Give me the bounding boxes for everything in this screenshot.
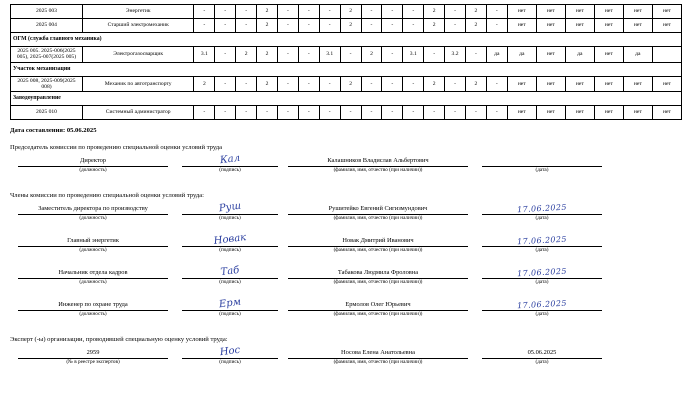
member-row-2	[0, 232, 692, 263]
cell: -	[340, 106, 361, 120]
member-signature-field[interactable]	[182, 200, 278, 215]
signature-caption: (подпись)	[219, 310, 241, 317]
member-date-field[interactable]	[482, 202, 602, 215]
cell: да	[565, 47, 594, 63]
cell: 2	[340, 76, 361, 92]
expert-name: Носова Елена Анатольевна	[288, 349, 468, 359]
cell: нет	[536, 106, 565, 120]
cell-profession: Энергетик	[82, 5, 193, 19]
cell: -	[340, 47, 361, 63]
member-row-3	[0, 264, 692, 295]
cell: нет	[594, 106, 623, 120]
cell: 2	[424, 5, 445, 19]
cell: -	[277, 5, 298, 19]
member-signature-block	[182, 296, 278, 317]
cell-code: 2025 008, 2025-009(2025 008)	[11, 76, 83, 92]
cell: -	[319, 5, 340, 19]
member-name-block	[288, 205, 468, 221]
cell: нет	[565, 76, 594, 92]
cell: -	[298, 76, 319, 92]
signature-caption: (подпись)	[219, 166, 241, 173]
cell: 3.1	[403, 47, 424, 63]
cell: 3.1	[194, 47, 215, 63]
cell: -	[424, 47, 445, 63]
expert-signature-block	[182, 344, 278, 365]
table-row	[11, 19, 682, 33]
member-signature-block	[182, 264, 278, 285]
cell: -	[194, 19, 215, 33]
cell: 2	[465, 19, 486, 33]
cell: -	[257, 106, 278, 120]
cell: -	[403, 5, 424, 19]
cell: -	[298, 19, 319, 33]
cell: -	[361, 76, 382, 92]
cell: да	[623, 47, 652, 63]
cell: нет	[652, 76, 681, 92]
name-caption: (фамилия, имя, отчество (при наличии))	[333, 166, 423, 173]
member-date-block	[482, 234, 602, 253]
chairman-position-block	[18, 157, 168, 173]
member-position-block	[18, 205, 168, 221]
cell: да	[507, 47, 536, 63]
cell-profession: Старший электромеханик	[82, 19, 193, 33]
table-section-row	[11, 92, 682, 106]
registry-caption: (№ в реестре экспертов)	[66, 358, 120, 365]
signature-caption: (подпись)	[219, 358, 241, 365]
cell: нет	[594, 47, 623, 63]
expert-intro: Эксперт (-ы) организации, проводившей специальную оценку условий труда:	[10, 336, 228, 343]
cell: -	[361, 5, 382, 19]
cell: -	[486, 106, 507, 120]
chairman-name: Калашников Владислав Альбертович	[288, 157, 468, 167]
name-caption: (фамилия, имя, отчество (при наличии))	[333, 246, 423, 253]
cell: -	[215, 106, 236, 120]
cell: -	[382, 5, 403, 19]
member-date-field[interactable]	[482, 234, 602, 247]
cell: нет	[507, 106, 536, 120]
name-caption: (фамилия, имя, отчество (при наличии))	[333, 214, 423, 221]
member-position: Заместитель директора по производству	[18, 205, 168, 215]
cell: -	[486, 76, 507, 92]
position-caption: (должность)	[79, 166, 107, 173]
member-signature-mark: Руш	[218, 200, 242, 215]
cell: 2	[257, 5, 278, 19]
member-signature-block	[182, 232, 278, 253]
cell: -	[277, 76, 298, 92]
signature-caption: (подпись)	[219, 278, 241, 285]
member-name: Новак Дмитрий Иванович	[288, 237, 468, 247]
cell-code: 2025 003	[11, 5, 83, 19]
cell: нет	[565, 5, 594, 19]
cell: -	[298, 106, 319, 120]
expert-signature-row	[0, 344, 692, 375]
member-signature-block	[182, 200, 278, 221]
cell: -	[236, 5, 257, 19]
member-date-mark: 17.06.2025	[516, 234, 568, 247]
date-caption: (дата)	[535, 214, 549, 221]
expert-signature-field[interactable]	[182, 344, 278, 359]
cell: нет	[565, 106, 594, 120]
table-section-row	[11, 62, 682, 76]
expert-registry-number: 2959	[18, 349, 168, 359]
member-position-block	[18, 269, 168, 285]
cell: -	[465, 47, 486, 63]
cell: -	[277, 47, 298, 63]
expert-name-block	[288, 349, 468, 365]
cell: -	[215, 5, 236, 19]
member-position: Инженер по охране труда	[18, 301, 168, 311]
chairman-name-block	[288, 157, 468, 173]
chairman-date-block	[482, 157, 602, 173]
cell: -	[486, 19, 507, 33]
member-date-block	[482, 202, 602, 221]
cell: -	[403, 106, 424, 120]
member-position: Начальник отдела кадров	[18, 269, 168, 279]
section-label: Заводоуправление	[11, 92, 682, 106]
cell-profession: Механик по автотранспорту	[82, 76, 193, 92]
member-name-block	[288, 269, 468, 285]
member-date-field[interactable]	[482, 266, 602, 279]
sout-results-table	[10, 4, 682, 120]
member-name-block	[288, 237, 468, 253]
table-row	[11, 106, 682, 120]
member-signature-field[interactable]	[182, 296, 278, 311]
cell: -	[277, 106, 298, 120]
date-caption: (дата)	[535, 310, 549, 317]
member-signature-mark: Новак	[213, 232, 247, 247]
cell: -	[215, 47, 236, 63]
cell: -	[382, 76, 403, 92]
cell: 2	[340, 5, 361, 19]
cell: да	[486, 47, 507, 63]
cell: 3.1	[319, 47, 340, 63]
cell: -	[382, 106, 403, 120]
cell: -	[236, 76, 257, 92]
cell: -	[382, 19, 403, 33]
name-caption: (фамилия, имя, отчество (при наличии))	[333, 358, 423, 365]
cell: нет	[536, 47, 565, 63]
table-row	[11, 76, 682, 92]
cell: нет	[623, 106, 652, 120]
cell	[652, 47, 681, 63]
cell-profession: Электрогазосварщик	[82, 47, 193, 63]
cell-profession: Системный администратор	[82, 106, 193, 120]
cell: -	[424, 106, 445, 120]
cell: -	[236, 106, 257, 120]
cell: -	[194, 5, 215, 19]
cell: 3.2	[445, 47, 466, 63]
compilation-date-line	[10, 127, 692, 134]
expert-signature-mark: Нос	[219, 344, 241, 359]
cell-code: 2025 004	[11, 19, 83, 33]
cell: -	[361, 19, 382, 33]
cell: -	[236, 19, 257, 33]
signature-caption: (подпись)	[219, 246, 241, 253]
cell: -	[445, 76, 466, 92]
member-date-field[interactable]	[482, 298, 602, 311]
cell: -	[445, 5, 466, 19]
chairman-signature-field[interactable]	[182, 152, 278, 167]
cell: -	[361, 106, 382, 120]
signature-caption: (подпись)	[219, 214, 241, 221]
table-body	[11, 5, 682, 120]
cell: нет	[536, 76, 565, 92]
cell: нет	[507, 76, 536, 92]
cell: -	[215, 76, 236, 92]
cell: 2	[257, 76, 278, 92]
date-caption: (дата)	[535, 358, 549, 365]
member-date-mark: 17.06.2025	[516, 266, 568, 279]
cell: нет	[623, 76, 652, 92]
cell: -	[486, 5, 507, 19]
cell: нет	[652, 106, 681, 120]
cell: -	[194, 106, 215, 120]
table-row	[11, 5, 682, 19]
expert-date-block	[482, 349, 602, 365]
chairman-position: Директор	[18, 157, 168, 167]
cell: нет	[623, 19, 652, 33]
cell: нет	[565, 19, 594, 33]
cell: 2	[257, 19, 278, 33]
cell: 2	[424, 19, 445, 33]
cell: нет	[652, 19, 681, 33]
cell: -	[403, 19, 424, 33]
table-row	[11, 47, 682, 63]
cell: нет	[594, 76, 623, 92]
member-signature-mark: Ерм	[218, 296, 242, 311]
cell: -	[445, 106, 466, 120]
cell: -	[403, 76, 424, 92]
members-intro: Члены комиссии по проведению специальной оценки условий труда:	[10, 192, 205, 199]
position-caption: (должность)	[79, 278, 107, 285]
cell: -	[277, 19, 298, 33]
cell: -	[215, 19, 236, 33]
document-page	[0, 4, 692, 404]
cell: 2	[236, 47, 257, 63]
cell: -	[445, 19, 466, 33]
cell: -	[298, 5, 319, 19]
cell: нет	[507, 5, 536, 19]
cell: нет	[623, 5, 652, 19]
cell: -	[319, 76, 340, 92]
expert-date: 05.06.2025	[482, 349, 602, 359]
member-date-mark: 17.06.2025	[516, 202, 568, 215]
member-signature-field[interactable]	[182, 232, 278, 247]
section-label: ОГМ (служба главного механика)	[11, 33, 682, 47]
cell: нет	[652, 5, 681, 19]
section-label: Участок механизации	[11, 62, 682, 76]
cell: 2	[361, 47, 382, 63]
table-section-row	[11, 33, 682, 47]
cell: нет	[536, 19, 565, 33]
chairman-date	[482, 157, 602, 167]
name-caption: (фамилия, имя, отчество (при наличии))	[333, 310, 423, 317]
cell: 2	[465, 76, 486, 92]
chairman-signature-row	[0, 152, 692, 183]
cell: нет	[594, 5, 623, 19]
cell: нет	[536, 5, 565, 19]
member-signature-field[interactable]	[182, 264, 278, 279]
cell: 2	[465, 5, 486, 19]
member-row-4	[0, 296, 692, 327]
member-name: Ермолов Олег Юрьевич	[288, 301, 468, 311]
position-caption: (должность)	[79, 246, 107, 253]
chairman-signature-block	[182, 152, 278, 173]
cell: -	[382, 47, 403, 63]
cell: 2	[424, 76, 445, 92]
cell: 2	[257, 47, 278, 63]
cell: -	[319, 106, 340, 120]
member-row-1	[0, 200, 692, 231]
member-position-block	[18, 237, 168, 253]
cell: -	[319, 19, 340, 33]
member-name: Табакова Людмила Фроловна	[288, 269, 468, 279]
member-date-block	[482, 298, 602, 317]
cell: -	[465, 106, 486, 120]
member-position-block	[18, 301, 168, 317]
cell: нет	[507, 19, 536, 33]
member-signature-mark: Таб	[220, 264, 240, 279]
date-caption: (дата)	[535, 278, 549, 285]
compilation-date-value: 05.06.2025	[66, 127, 97, 134]
compilation-date-label: Дата составления:	[10, 127, 66, 134]
member-position: Главный энергетик	[18, 237, 168, 247]
cell: 2	[194, 76, 215, 92]
cell: -	[298, 47, 319, 63]
member-date-block	[482, 266, 602, 285]
member-name: Рушитейко Евгений Сигизмундович	[288, 205, 468, 215]
date-caption: (дата)	[535, 246, 549, 253]
cell-code: 2025 010	[11, 106, 83, 120]
cell-code: 2025 005. 2025-006(2025 005), 2025-007(2025 005)	[11, 47, 83, 63]
cell: 2	[340, 19, 361, 33]
position-caption: (должность)	[79, 310, 107, 317]
expert-registry-block	[18, 349, 168, 365]
chairman-signature-mark: Кал	[219, 152, 241, 167]
chairman-intro: Председатель комиссии по проведению специальной оценки условий труда	[10, 144, 223, 151]
date-caption: (дата)	[535, 166, 549, 173]
position-caption: (должность)	[79, 214, 107, 221]
member-name-block	[288, 301, 468, 317]
cell: нет	[594, 19, 623, 33]
member-date-mark: 17.06.2025	[516, 298, 568, 311]
name-caption: (фамилия, имя, отчество (при наличии))	[333, 278, 423, 285]
